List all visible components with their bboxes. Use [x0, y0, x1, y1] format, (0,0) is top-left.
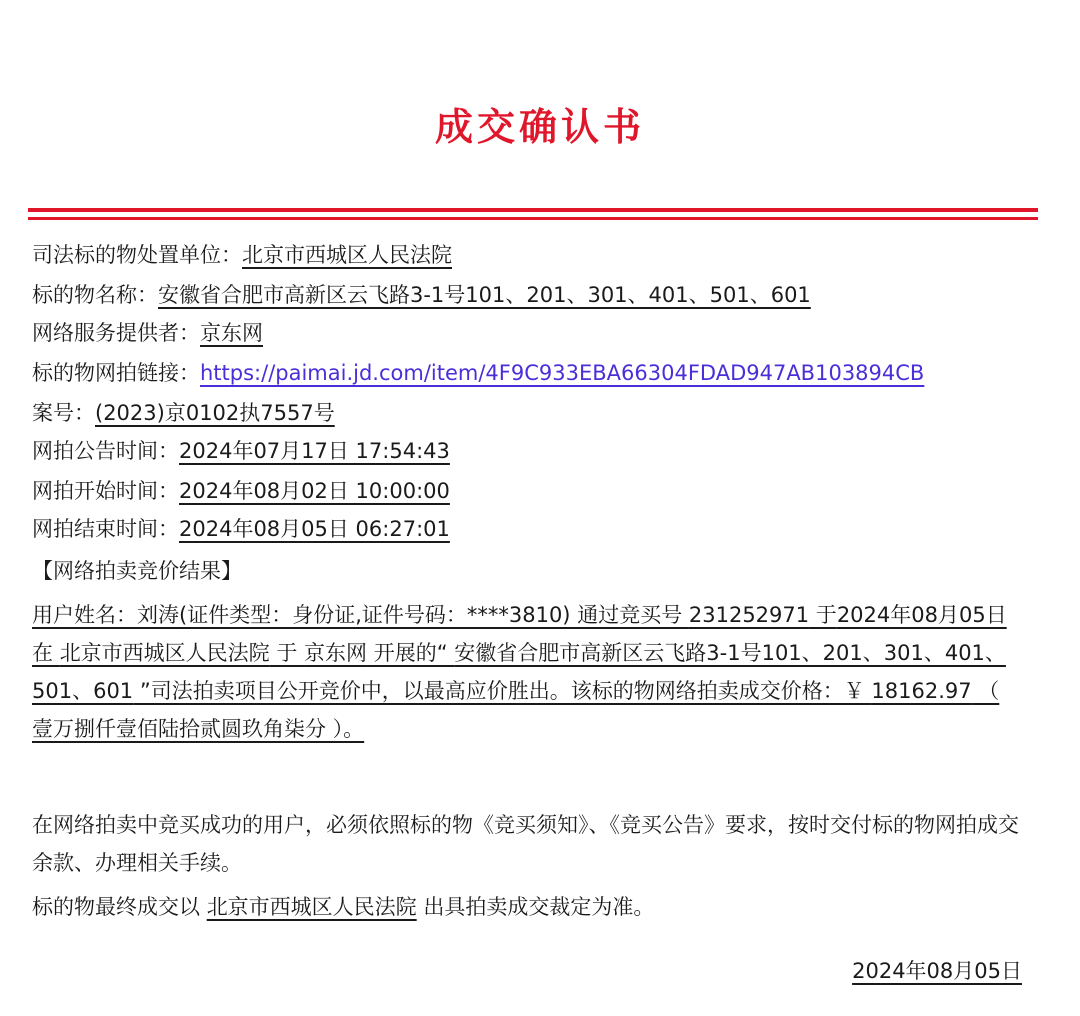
text-fragment: 在: [32, 641, 60, 665]
document-title: 成交确认书: [434, 105, 645, 149]
field-end-time: [32, 514, 450, 544]
title-rule-bottom: [28, 217, 1038, 220]
title-rule-top: [28, 208, 1038, 212]
text-fragment: 出具拍卖成交裁定为准。: [416, 895, 655, 919]
field-value: (2023)京0102执7557号: [95, 401, 335, 425]
result-date: 2024年08月05日: [836, 603, 1007, 627]
field-label: 标的物网拍链接：: [32, 361, 200, 385]
final-price: 18162.97: [871, 679, 972, 703]
auction-link[interactable]: https://paimai.jd.com/item/4F9C933EBA66304FDAD947AB103894CB: [200, 361, 925, 385]
text-fragment: ）。: [326, 717, 365, 741]
final-court: 北京市西城区人民法院: [206, 895, 417, 919]
notice-paragraph: 在网络拍卖中竞买成功的用户，必须依照标的物《竞买须知》、《竞买公告》要求，按时交付标的物网拍成交余款、办理相关手续。: [32, 813, 1019, 875]
signature-date: 2024年08月05日: [852, 959, 1022, 983]
field-value: 北京市西城区人民法院: [242, 243, 452, 267]
text-fragment: 通过竞买号: [570, 603, 689, 627]
field-label: 网拍公告时间：: [32, 439, 179, 463]
result-heading: 【网络拍卖竞价结果】: [32, 559, 242, 583]
field-service-provider: [32, 318, 263, 348]
field-value: 2024年07月17日 17:54:43: [179, 439, 450, 463]
bid-number: 231252971: [688, 603, 810, 627]
text-fragment: 于: [269, 641, 305, 665]
text-fragment: （: [971, 679, 1000, 703]
bidder-info: 用户姓名：刘涛(证件类型：身份证,证件号码：****3810): [32, 603, 571, 627]
result-paragraph: [32, 596, 1022, 748]
field-value: 京东网: [200, 321, 263, 345]
final-statement: [32, 892, 654, 922]
text-fragment: 于: [809, 603, 837, 627]
result-item: 安徽省合肥市高新区云飞路3-1号101、201、301、401、501、601: [32, 641, 1006, 703]
result-platform: 京东网: [304, 641, 368, 665]
text-fragment: ”司法拍卖项目公开竞价中，以最高应价胜出。该标的物网络拍卖成交价格：￥: [133, 679, 872, 703]
field-object-name: [32, 280, 811, 310]
field-announce-time: [32, 436, 450, 466]
field-start-time: [32, 476, 450, 506]
text-fragment: 标的物最终成交以: [32, 895, 207, 919]
field-value: 2024年08月02日 10:00:00: [179, 479, 450, 503]
field-disposal-unit: [32, 240, 452, 270]
field-label: 案号：: [32, 401, 95, 425]
text-fragment: 开展的“: [367, 641, 455, 665]
field-label: 网络服务提供者：: [32, 321, 200, 345]
price-in-words: 壹万捌仟壹佰陆拾贰圆玖角柒分: [32, 717, 326, 741]
field-label: 司法标的物处置单位：: [32, 243, 242, 267]
result-court: 北京市西城区人民法院: [59, 641, 270, 665]
field-case-number: [32, 398, 335, 428]
field-value: 安徽省合肥市高新区云飞路3-1号101、201、301、401、501、601: [158, 283, 811, 307]
field-label: 网拍开始时间：: [32, 479, 179, 503]
field-label: 标的物名称：: [32, 283, 158, 307]
field-value: 2024年08月05日 06:27:01: [179, 517, 450, 541]
field-label: 网拍结束时间：: [32, 517, 179, 541]
field-auction-link: [32, 358, 924, 388]
